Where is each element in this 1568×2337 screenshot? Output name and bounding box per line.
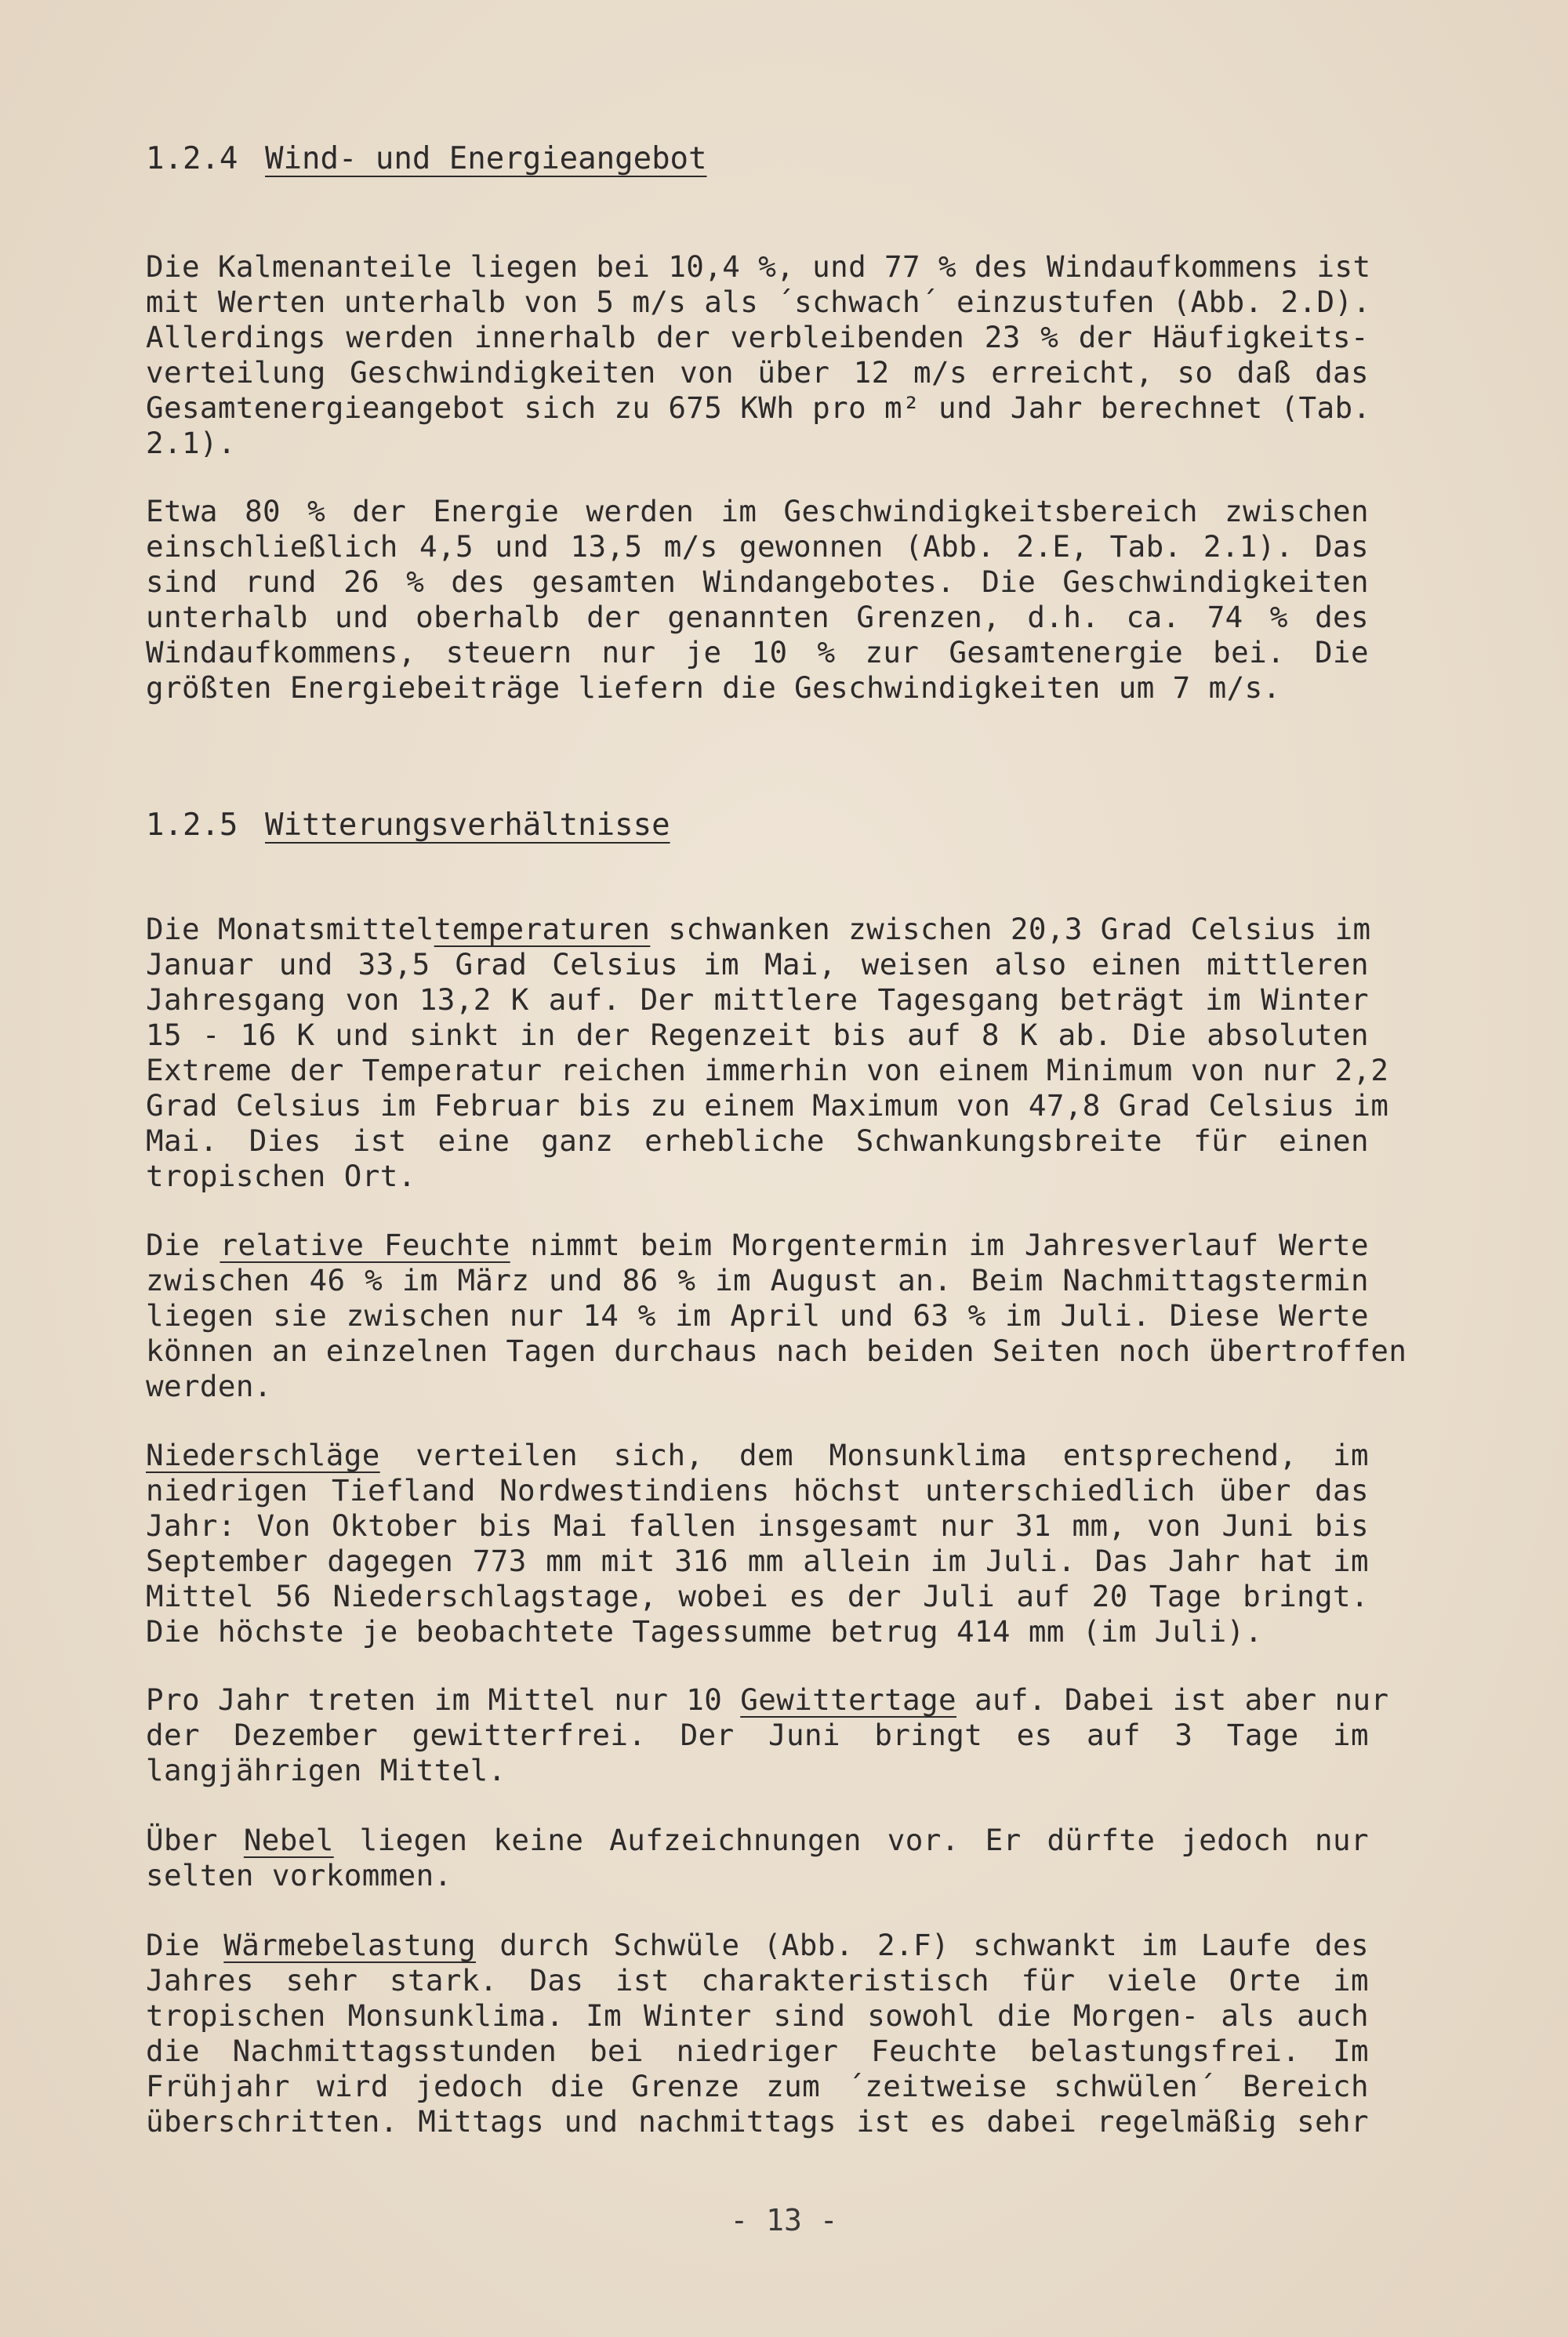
text-segment: liegen keine Aufzeichnungen vor. Er dürfte jedoch nur [333, 1823, 1369, 1857]
underlined-term: Gewittertage [740, 1682, 956, 1717]
text-line: tropischen Monsunklima. Im Winter sind sowohl die Morgen- als auch [146, 1998, 1369, 2033]
text-line: sind rund 26 % des gesamten Windangebotes. Die Geschwindigkeiten [146, 564, 1369, 599]
text-line: Mai. Dies ist eine ganz erhebliche Schwankungsbreite für einen [146, 1123, 1369, 1158]
paragraph-waermebelastung [146, 1928, 1369, 2139]
text-segment: durch Schwüle (Abb. 2.F) schwankt im Laufe des [475, 1928, 1369, 1962]
text-line: die Nachmittagsstunden bei niedriger Feuchte belastungsfrei. Im [146, 2034, 1369, 2068]
text-line: 15 - 16 K und sinkt in der Regenzeit bis auf 8 K ab. Die absoluten [146, 1018, 1369, 1052]
text-line: Mittel 56 Niederschlagstage, wobei es der Juli auf 20 Tage bringt. [146, 1579, 1369, 1613]
text-line: Windaufkommens, steuern nur je 10 % zur Gesamtenergie bei. Die [146, 635, 1369, 670]
text-line: zwischen 46 % im März und 86 % im August an. Beim Nachmittagstermin [146, 1263, 1369, 1297]
text-line: Die Kalmenanteile liegen bei 10,4 %, und 77 % des Windaufkommens ist [146, 249, 1371, 284]
text-line: September dagegen 773 mm mit 316 mm allein im Juli. Das Jahr hat im [146, 1544, 1369, 1578]
text-line [146, 1438, 1369, 1473]
text-line: einschließlich 4,5 und 13,5 m/s gewonnen (Abb. 2.E, Tab. 2.1). Das [146, 529, 1369, 564]
section-title: Witterungsverhältnisse [265, 807, 670, 843]
underlined-term: temperaturen [434, 912, 651, 946]
text-line: überschritten. Mittags und nachmittags ist es dabei regelmäßig sehr [146, 2104, 1369, 2139]
text-line: Januar und 33,5 Grad Celsius im Mai, weisen also einen mittleren [146, 947, 1369, 982]
underlined-term: Wärmebelastung [223, 1928, 476, 1962]
text-line: Jahr: Von Oktober bis Mai fallen insgesamt nur 31 mm, von Juni bis [146, 1508, 1369, 1543]
text-segment: Die [146, 1928, 224, 1962]
text-line [146, 1928, 1369, 1963]
text-line: können an einzelnen Tagen durchaus nach beiden Seiten noch übertroffen [146, 1334, 1407, 1368]
text-segment: Die [146, 1228, 220, 1262]
section-heading-1-2-4 [146, 141, 707, 176]
text-line: liegen sie zwischen nur 14 % im April und 63 % im Juli. Diese Werte [146, 1298, 1369, 1333]
text-line: Grad Celsius im Februar bis zu einem Maximum von 47,8 Grad Celsius im [146, 1088, 1389, 1123]
text-line [146, 1682, 1389, 1718]
text-line: Etwa 80 % der Energie werden im Geschwindigkeitsbereich zwischen [146, 494, 1369, 528]
paragraph-gewitter [146, 1682, 1389, 1788]
text-line: größten Energiebeiträge liefern die Geschwindigkeiten um 7 m/s. [146, 670, 1281, 705]
paragraph-niederschlaege [146, 1438, 1369, 1649]
text-segment: auf. Dabei ist aber nur [956, 1682, 1389, 1717]
text-line [146, 1823, 1369, 1858]
text-line: Allerdings werden innerhalb der verbleibenden 23 % der Häufigkeits- [146, 320, 1369, 354]
text-line: niedrigen Tiefland Nordwestindiens höchst unterschiedlich über das [146, 1473, 1369, 1508]
paragraph-energie [146, 494, 1369, 706]
underlined-term: Niederschläge [146, 1438, 380, 1472]
text-line: unterhalb und oberhalb der genannten Grenzen, d.h. ca. 74 % des [146, 600, 1369, 634]
section-number: 1.2.4 [146, 141, 238, 176]
text-line: tropischen Ort. [146, 1159, 416, 1193]
text-segment: Pro Jahr treten im Mittel nur 10 [146, 1682, 741, 1717]
text-line: Frühjahr wird jedoch die Grenze zum ´zeitweise schwülen´ Bereich [146, 2069, 1369, 2103]
underlined-term: relative Feuchte [220, 1228, 510, 1262]
text-line [146, 912, 1369, 947]
text-segment: nimmt beim Morgentermin im Jahresverlauf Werte [510, 1228, 1369, 1262]
text-line: Extreme der Temperatur reichen immerhin von einem Minimum von nur 2,2 [146, 1053, 1389, 1087]
section-heading-1-2-5 [146, 807, 670, 843]
text-line: mit Werten unterhalb von 5 m/s als ´schwach´ einzustufen (Abb. 2.D). [146, 285, 1371, 319]
text-line: der Dezember gewitterfrei. Der Juni bringt es auf 3 Tage im [146, 1718, 1369, 1752]
section-title: Wind- und Energieangebot [265, 141, 707, 176]
text-segment: Über [146, 1823, 244, 1857]
text-segment: verteilen sich, dem Monsunklima entsprechend, im [379, 1438, 1369, 1472]
text-line: langjährigen Mittel. [146, 1753, 506, 1787]
paragraph-kalmen [146, 249, 1369, 461]
paragraph-nebel [146, 1823, 1369, 1893]
text-line: Gesamtenergieangebot sich zu 675 KWh pro m² und Jahr berechnet (Tab. [146, 390, 1371, 425]
page-number: - 13 - [730, 2203, 838, 2237]
text-line: werden. [146, 1369, 272, 1403]
text-line [146, 1228, 1369, 1263]
section-number: 1.2.5 [146, 807, 238, 843]
text-line: verteilung Geschwindigkeiten von über 12 m/s erreicht, so daß das [146, 355, 1369, 390]
text-line: 2.1). [146, 426, 236, 460]
text-line: Jahresgang von 13,2 K auf. Der mittlere Tagesgang beträgt im Winter [146, 982, 1369, 1017]
text-line: selten vorkommen. [146, 1858, 452, 1892]
text-segment: Die Monatsmittel [146, 912, 434, 946]
text-line: Jahres sehr stark. Das ist charakteristisch für viele Orte im [146, 1963, 1369, 1998]
underlined-term: Nebel [243, 1823, 334, 1857]
paragraph-temperaturen [146, 912, 1389, 1194]
text-line: Die höchste je beobachtete Tagessumme betrug 414 mm (im Juli). [146, 1614, 1263, 1649]
text-segment: schwanken zwischen 20,3 Grad Celsius im [650, 912, 1371, 946]
paragraph-feuchte [146, 1228, 1407, 1404]
